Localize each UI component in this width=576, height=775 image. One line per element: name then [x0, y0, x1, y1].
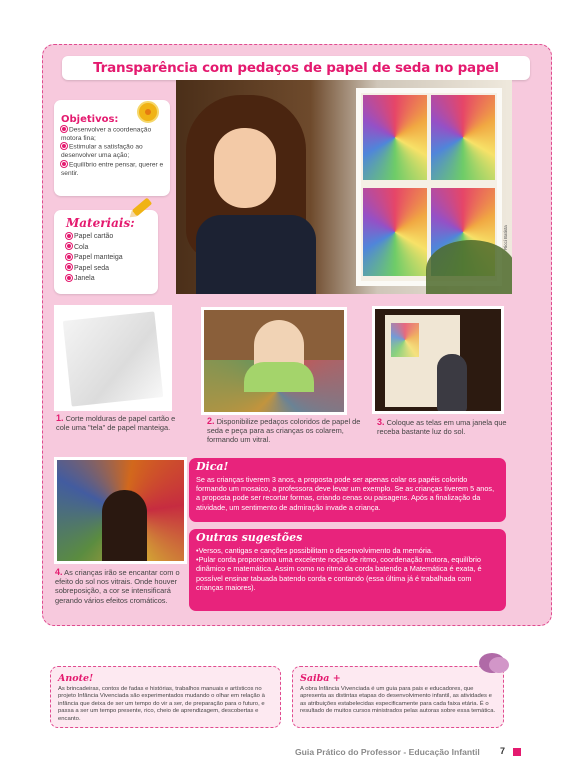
note-box: [50, 666, 281, 728]
bullet-icon: [61, 161, 67, 167]
note-text: As brincadeiras, contos de fadas e histórias, trabalhos manuais e artísticos no projeto Infância Vivenciada são experimentados mudando o olhar em relação à infância que deixa de ser um tempo do vir a ser, de preparação para o futuro, e passa a ser um tempo presente, rico, cheio de aprendizagem, descobertas e encanto.: [58, 686, 265, 722]
speech-bubble-icon: [479, 653, 505, 673]
material-item: Papel seda: [66, 264, 153, 275]
step2-photo: [201, 307, 347, 415]
bullet-icon: [66, 243, 72, 249]
material-item: Cola: [66, 243, 153, 254]
photo-credit: Ricci Batista: [503, 225, 508, 250]
note-heading: Anote!: [58, 673, 94, 684]
material-item: Janela: [66, 274, 153, 285]
sun-icon: [137, 101, 159, 123]
learn-more-text: A obra Infância Vivenciada é um guia para pais e educadores, que apresenta as distintas etapas do desenvolvimento infantil, as atividades e as atribuições estabelecidas especificamente para cada faixa etária. É o resultado de muitos cursos ministrados pelas autoras sobre essa temática.: [300, 686, 496, 715]
bullet-icon: [61, 143, 67, 149]
step1-caption: 1. Corte molduras de papel cartão e cole uma "tela" de papel manteiga.: [56, 413, 176, 433]
step4-photo: [54, 457, 187, 564]
page-number: 7: [500, 746, 506, 756]
footer-title: Guia Prático do Professor - Educação Infantil: [295, 747, 480, 757]
materials-heading: Materiais:: [66, 216, 135, 230]
objective-item: Estimular a satisfação ao desenvolver uma ação;: [61, 143, 143, 160]
page-marker-icon: [513, 748, 521, 756]
tip-text: Se as crianças tiverem 3 anos, a proposta pode ser apenas colar os papéis colorido formando um mosaico, a professora deve levar um exemplo. Se as crianças tiverem 5 anos, a proposta pode ser recortar formas, criando cenas ou paisagens. Após a finalização da atividade, um sentimento de admiração invade a criança.: [196, 475, 495, 512]
bullet-icon: [66, 233, 72, 239]
step2-caption: 2. Disponibilize pedaços coloridos de papel de seda e peça para as crianças os colarem, formando um vitral.: [207, 416, 361, 445]
suggestion-item: •Pular corda proporciona uma excelente noção de ritmo, coordenação motora, equilíbrio dinâmico e matemática. Assim como no ritmo da corda batendo a Matemática é exata, é possível ensinar tabuada batendo corda e contando (essa última já é trabalhada com crianças maiores).: [196, 555, 482, 592]
objective-item: Equilíbrio entre pensar, querer e sentir.: [61, 161, 164, 177]
objectives-heading: Objetivos:: [61, 114, 119, 125]
learn-more-box: [292, 666, 504, 728]
bullet-icon: [66, 275, 72, 281]
bullet-icon: [66, 254, 72, 260]
bullet-icon: [61, 126, 67, 132]
tip-box: [189, 458, 506, 522]
material-item: Papel cartão: [66, 232, 153, 243]
step3-photo: [372, 306, 504, 414]
learn-more-heading: Saiba +: [300, 673, 341, 684]
step4-caption: 4. As crianças irão se encantar com o efeito do sol nos vitrais. Onde houver sobreposição, a cor se intensificará gerando vários efeitos cromáticos.: [55, 567, 180, 605]
suggestions-heading: Outras sugestões: [196, 531, 303, 544]
objective-item: Desenvolver a coordenação motora fina;: [61, 126, 152, 142]
page-title: Transparência com pedaços de papel de seda no papel: [62, 56, 530, 80]
tip-heading: Dica!: [196, 460, 229, 473]
bullet-icon: [66, 264, 72, 270]
suggestions-box: [189, 529, 506, 611]
material-item: Papel manteiga: [66, 253, 153, 264]
main-photo: [176, 80, 512, 294]
step1-photo: [54, 305, 172, 411]
step3-caption: 3. Coloque as telas em uma janela que receba bastante luz do sol.: [377, 417, 507, 437]
suggestion-item: •Versos, cantigas e canções possibilitam o desenvolvimento da memória.: [196, 546, 433, 555]
materials-card: [54, 210, 158, 294]
